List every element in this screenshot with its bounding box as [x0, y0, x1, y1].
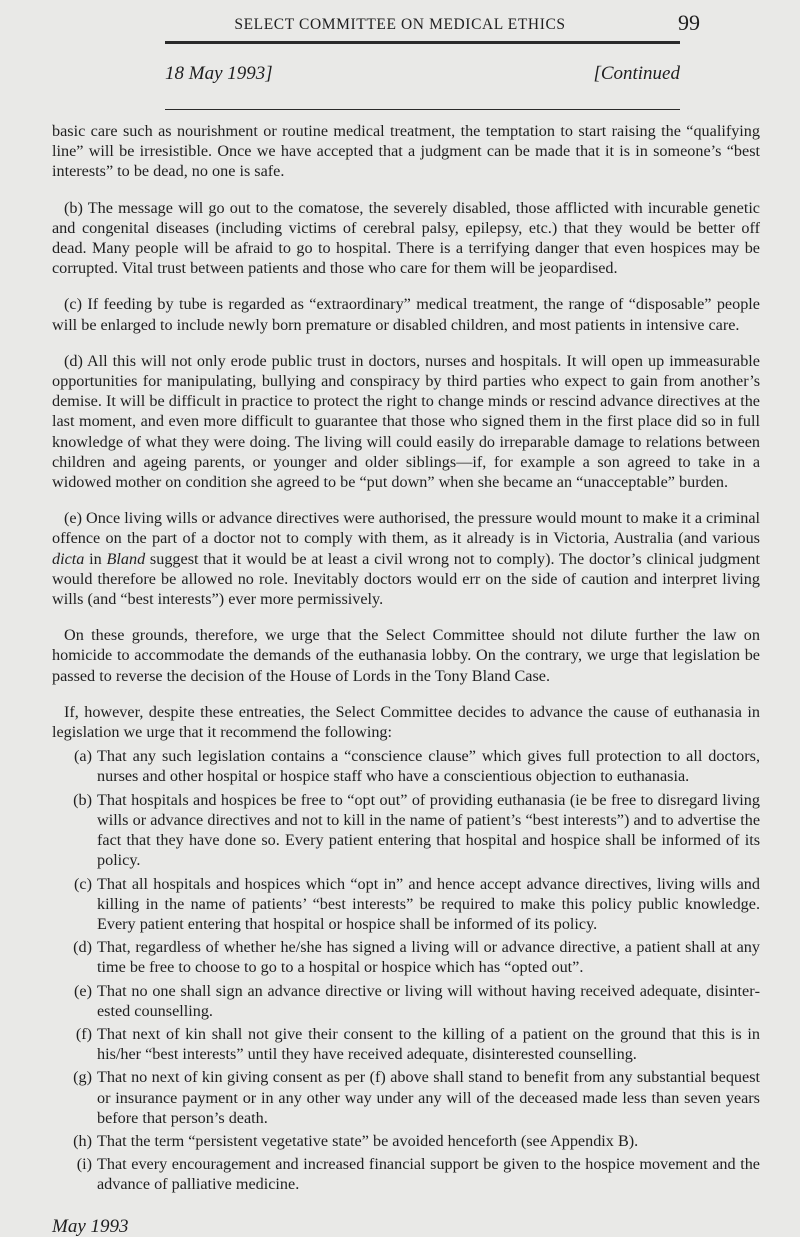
paragraph-however: If, however, despite these entreaties, the Select Committee decides to advance the cause of euthanasia in legislation we urge that it recommend the following: [52, 702, 760, 742]
list-item [52, 981, 760, 1021]
header-rule [165, 41, 680, 44]
list-item [52, 1067, 760, 1128]
list-item-text: That any such legislation contains a “conscience clause” which gives full protection to all doctors, nurses and other hospital or hospice staff who have a conscientious objection to euthanasia. [97, 747, 760, 786]
list-item [52, 937, 760, 977]
date-label: 18 May 1993] [165, 63, 273, 84]
list-item-text: That every encouragement and increased financial support be given to the hospice movement and the advance of palliative medicine. [97, 1155, 760, 1194]
recommendation-list [52, 746, 760, 1194]
list-item-text: That next of kin shall not give their consent to the killing of a patient on the ground that this is in his/her “best interests” until they have received adequate, disinterested counselling. [97, 1024, 760, 1064]
list-item [52, 1131, 760, 1151]
list-marker: (h) [73, 1131, 92, 1150]
list-item [52, 1154, 760, 1194]
list-item-text: That all hospitals and hospices which “opt in” and hence accept advance directives, living wills and killing in the name of patients’ “best interests” be required to make this policy public knowledge. Every patient entering that hospital or hospice shall be informed of its policy. [97, 874, 760, 933]
signoff-date: May 1993 [52, 1215, 129, 1237]
list-marker: (c) [74, 874, 92, 893]
list-item-text: That, regardless of whether he/she has signed a living will or advance directive, a patient shall at any time be free to choose to go to a hospital or hospice which has “opted out”. [97, 938, 760, 977]
paragraph-e-part1: (e) Once living wills or advance directives were authorised, the pressure would mount to make it a criminal offence on the part of a doctor not to comply with them, as it already is in Victoria, Australia (and various [52, 509, 760, 548]
list-marker: (a) [74, 747, 92, 766]
paragraph-c: (c) If feeding by tube is regarded as “extraordinary” medical treatment, the range of “disposable” people will be enlarged to include newly born premature or disabled children, and most patients in intensive care. [52, 295, 760, 334]
paragraph-e-dicta: dicta [52, 549, 85, 568]
running-head [0, 10, 800, 38]
paragraph-b: (b) The message will go out to the comatose, the severely disabled, those afflicted with incurable genetic and congenital diseases (including victims of cerebral palsy, epilepsy, etc.) that they would be better off dead. Many people will be afraid to go to hospital. There is a terrifying danger that even hospices may be corrupted. Vital trust between patients and those who care for them will be jeopardised. [52, 198, 760, 278]
paragraph-e-bland: Bland [106, 549, 146, 568]
paragraph-grounds: On these grounds, therefore, we urge that the Select Committee should not dilute further the law on homicide to accommodate the demands of the euthanasia lobby. On the contrary, we urge that legislation be passed to reverse the decision of the House of Lords in the Tony Bland Case. [52, 626, 760, 685]
list-item [52, 874, 760, 935]
paragraph-d: (d) All this will not only erode public trust in doctors, nurses and hospitals. It will open up immeasurable opportunities for manipulating, bullying and conspiracy by third parties who expect to gain from another’s demise. It will be difficult in practice to protect the right to change minds or rescind advance directives at the last moment, and even more difficult to guarantee that those who signed them in the first place did so in full knowledge of what they were doing. The living will could easily do irreparable damage to relations between children and ageing parents, or younger and older siblings—if, for example a son agreed to take in a widowed mother on condition she agreed to be “put down” when she became an “unacceptable” burden. [52, 351, 760, 492]
list-item-text: That hospitals and hospices be free to “opt out” of providing euthanasia (ie be free to disregard living wills or advance directives and not to kill in the name of patient’s “best interests”) and to advertise the fact that they have done so. Every patient entering that hospital and hospice shall be informed of its policy. [97, 790, 760, 870]
paragraph-e [52, 508, 760, 609]
list-marker: (b) [73, 790, 92, 809]
paragraph-e-part2: in [84, 549, 107, 568]
list-item-text: That the term “persistent vegetative state” be avoided henceforth (see Appendix B). [97, 1131, 639, 1150]
list-marker: (e) [74, 981, 92, 1000]
list-marker: (g) [73, 1068, 92, 1087]
dateline-rule [165, 109, 680, 110]
list-item-text: That no one shall sign an advance directive or living will without having received adequate, disinterested counselling. [97, 981, 760, 1020]
list-marker: (d) [73, 938, 92, 957]
list-marker: (i) [76, 1155, 92, 1174]
dateline [165, 63, 680, 87]
paragraph-continuation: basic care such as nourishment or routine medical treatment, the temptation to start raising the “qualifying line” will be irresistible. Once we have accepted that a judgment can be made that it is in someone’s “best interests” to be dead, no one is safe. [52, 122, 760, 181]
list-item [52, 1024, 760, 1064]
list-item-text: That no next of kin giving consent as per (f) above shall stand to benefit from any substantial bequest or insurance payment or in any other way under any will of the deceased made less than seven years before that person’s death. [97, 1068, 760, 1127]
list-marker: (f) [75, 1024, 92, 1043]
list-item [52, 790, 760, 871]
paragraph-e-part3: suggest that it would be at least a civil wrong not to comply). The doctor’s clinical judgment would therefore be allowed no role. Inevitably doctors would err on the side of caution and interpret living wills (and “best interests”) ever more permissively. [52, 549, 761, 609]
page-number: 99 [678, 10, 700, 35]
document-body [52, 121, 760, 1237]
continued-label: [Continued [593, 63, 680, 84]
running-title: SELECT COMMITTEE ON MEDICAL ETHICS [234, 16, 566, 33]
list-item [52, 746, 760, 786]
